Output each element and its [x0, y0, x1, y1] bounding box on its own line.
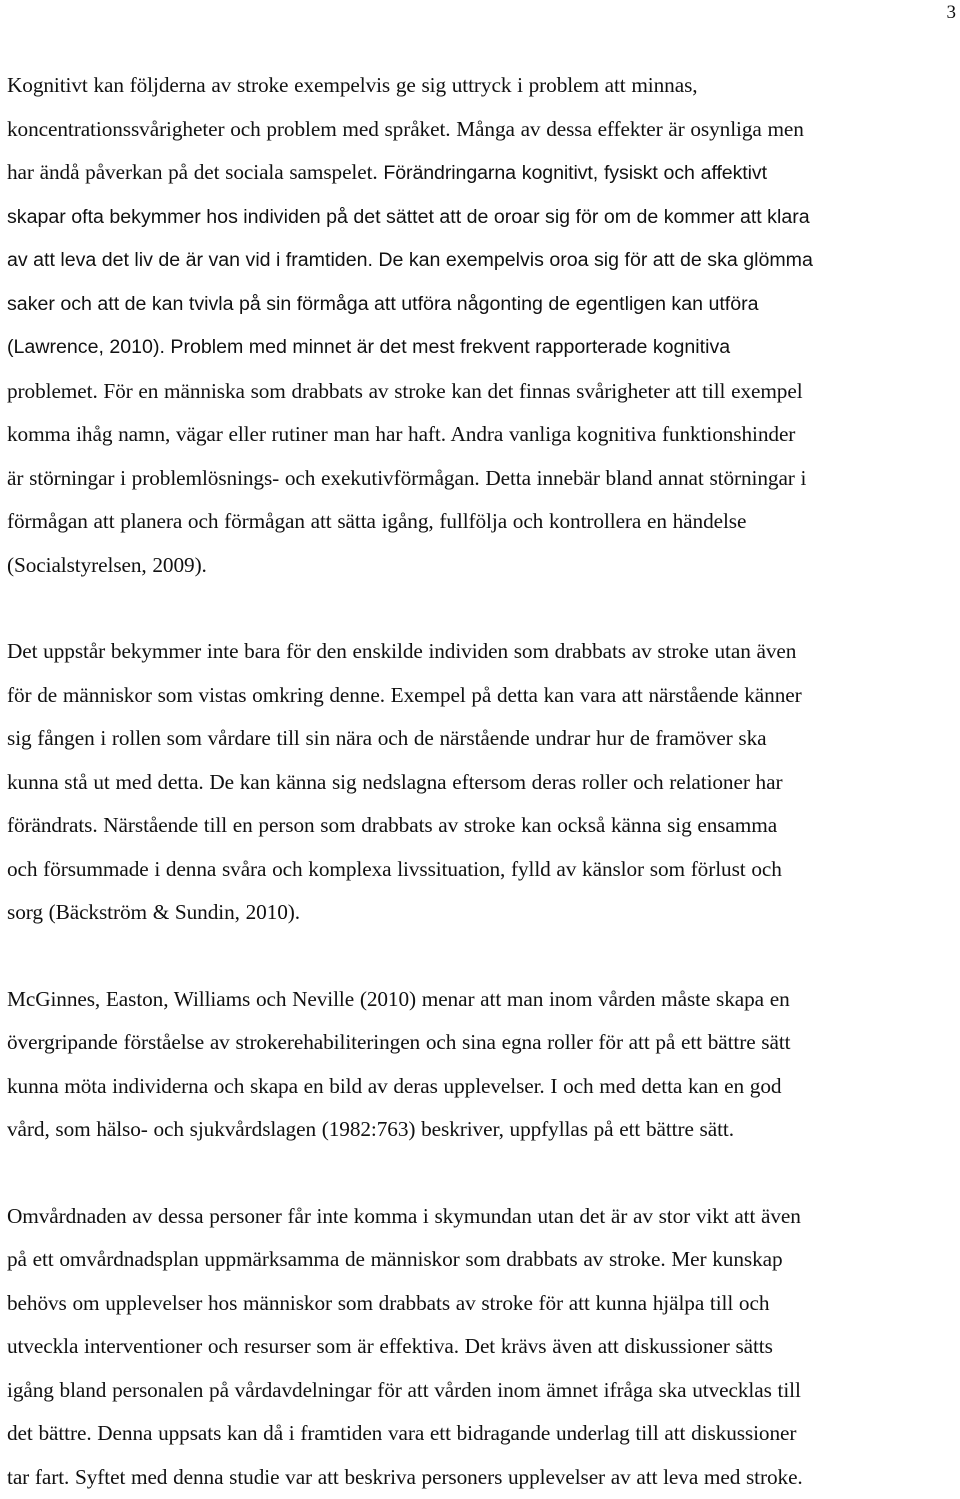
- text-line: förändrats. Närstående till en person som drabbats av stroke kan också känna sig ensamma: [7, 813, 778, 837]
- text-line: problemet. För en människa som drabbats av stroke kan det finnas svårigheter att till exempel: [7, 378, 803, 403]
- text-line: kunna möta individerna och skapa en bild av deras upplevelser. I och med detta kan en god: [7, 1073, 782, 1098]
- document-body: [7, 64, 955, 1499]
- text-line: sorg (Bäckström & Sundin, 2010).: [7, 900, 301, 924]
- text-line: kunna stå ut med detta. De kan känna sig nedslagna eftersom deras roller och relationer har: [7, 769, 783, 794]
- paragraph-care-understanding: [7, 978, 955, 1152]
- paragraph-cognitive-effects: [7, 64, 955, 587]
- text-line: det bättre. Denna uppsats kan då i framtiden vara ett bidragande underlag till att diskussioner: [7, 1421, 797, 1445]
- text-line: är störningar i problemlösnings- och exekutivförmågan. Detta innebär bland annat störningar i: [7, 465, 807, 490]
- text-line: (Socialstyrelsen, 2009).: [7, 552, 207, 577]
- text-segment: De kan exempelvis oroa sig för att de ska glömma: [378, 249, 813, 271]
- text-segment: av att leva det liv de är van vid i framtiden.: [7, 249, 379, 271]
- text-line: [7, 151, 955, 196]
- text-line: behövs om upplevelser hos människor som drabbats av stroke för att kunna hjälpa till och: [7, 1290, 770, 1315]
- text-line: komma ihåg namn, vägar eller rutiner man har haft. Andra vanliga kognitiva funktionshinder: [7, 422, 796, 446]
- text-line: koncentrationssvårigheter och problem med språket. Många av dessa effekter är osynliga men: [7, 116, 804, 141]
- text-line: [7, 239, 955, 283]
- text-line: (Lawrence, 2010). Problem med minnet är det mest frekvent rapporterade kognitiva: [7, 336, 731, 358]
- text-line: Omvårdnaden av dessa personer får inte komma i skymundan utan det är av stor vikt att även: [7, 1203, 801, 1228]
- text-line: förmågan att planera och förmågan att sätta igång, fullfölja och kontrollera en händelse: [7, 509, 747, 533]
- text-line: på ett omvårdnadsplan uppmärksamma de människor som drabbats av stroke. Mer kunskap: [7, 1247, 783, 1271]
- text-line: skapar ofta bekymmer hos individen på det sättet att de oroar sig för om de kommer att klara: [7, 205, 810, 228]
- paragraph-relatives: [7, 630, 955, 935]
- text-line: övergripande förståelse av strokerehabiliteringen och sina egna roller för att på ett bättre sätt: [7, 1030, 791, 1054]
- text-line: tar fart. Syftet med denna studie var att beskriva personers upplevelser av att leva med stroke.: [7, 1464, 803, 1489]
- text-segment: har ändå påverkan på det sociala samspelet.: [7, 160, 384, 184]
- text-segment: Förändringarna kognitivt, fysiskt och affektivt: [383, 162, 767, 184]
- text-line: Kognitivt kan följderna av stroke exempelvis ge sig uttryck i problem att minnas,: [7, 73, 698, 97]
- text-line: McGinnes, Easton, Williams och Neville (2010) menar att man inom vården måste skapa en: [7, 986, 790, 1011]
- text-line: och försummade i denna svåra och komplexa livssituation, fylld av känslor som förlust och: [7, 856, 782, 881]
- text-line: för de människor som vistas omkring denne. Exempel på detta kan vara att närstående känner: [7, 682, 802, 707]
- paragraph-study-purpose: [7, 1195, 955, 1499]
- text-line: vård, som hälso- och sjukvårdslagen (1982:763) beskriver, uppfyllas på ett bättre sätt.: [7, 1117, 734, 1141]
- text-line: igång bland personalen på vårdavdelningar för att vården inom ämnet ifråga ska utvecklas till: [7, 1377, 801, 1402]
- page-number: 3: [946, 2, 956, 23]
- text-line: utveckla interventioner och resurser som är effektiva. Det krävs även att diskussioner sätts: [7, 1334, 773, 1358]
- text-line: saker och att de kan tvivla på sin förmåga att utföra någonting de egentligen kan utföra: [7, 292, 759, 315]
- text-line: sig fången i rollen som vårdare till sin nära och de närstående undrar hur de framöver ska: [7, 726, 767, 750]
- text-line: Det uppstår bekymmer inte bara för den enskilde individen som drabbats av stroke utan även: [7, 639, 797, 663]
